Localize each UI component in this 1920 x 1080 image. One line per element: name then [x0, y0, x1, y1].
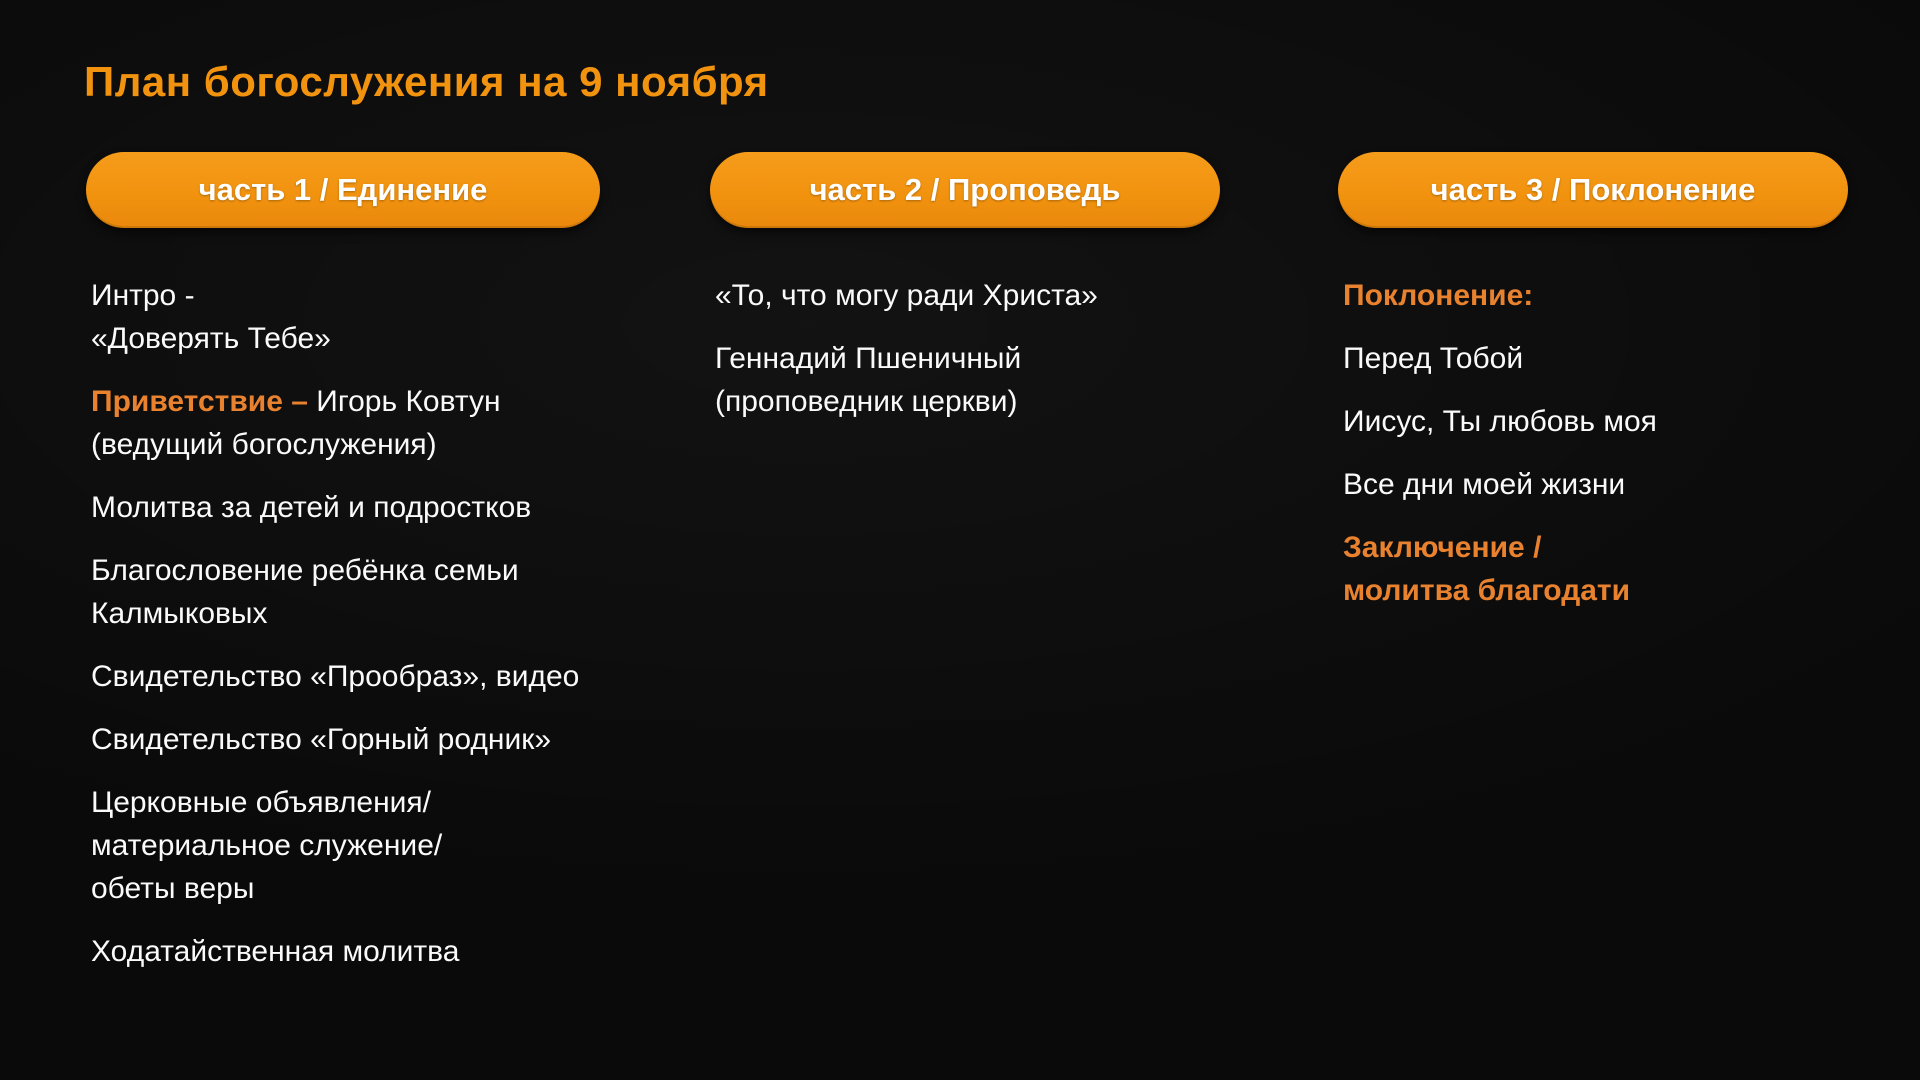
list-item — [91, 380, 600, 466]
list-item — [91, 655, 600, 698]
list-item — [1343, 463, 1848, 506]
list-item — [1343, 274, 1848, 317]
section-3-header-pill — [1338, 152, 1848, 228]
section-2-items — [710, 274, 1220, 423]
section-2-header-label: часть 2 / Проповедь — [809, 172, 1121, 207]
accent-text: Поклонение: — [1343, 279, 1534, 312]
list-item — [1343, 400, 1848, 443]
item-text: Иисус, Ты любовь моя — [1343, 405, 1657, 438]
item-text: Все дни моей жизни — [1343, 468, 1626, 501]
list-item — [1343, 337, 1848, 380]
item-text: Ходатайственная молитва — [91, 935, 460, 968]
list-item — [91, 781, 600, 910]
section-3-header-label: часть 3 / Поклонение — [1430, 172, 1756, 207]
page-title: План богослужения на 9 ноября — [84, 58, 769, 105]
list-item — [715, 337, 1220, 423]
section-1-header-label: часть 1 / Единение — [198, 172, 488, 207]
item-text: Благословение ребёнка семьи — [91, 554, 519, 587]
section-part-2 — [710, 152, 1220, 443]
section-3-items — [1338, 274, 1848, 612]
item-text: Церковные объявления/ — [91, 786, 432, 819]
item-text: «Доверять Тебе» — [91, 322, 331, 355]
item-text: Свидетельство «Горный родник» — [91, 723, 552, 756]
list-item — [91, 486, 600, 529]
section-1-header-pill — [86, 152, 600, 228]
item-text: Перед Тобой — [1343, 342, 1524, 375]
item-text: Молитва за детей и подростков — [91, 491, 532, 524]
accent-text: Приветствие – — [91, 385, 317, 418]
accent-text: Заключение / — [1343, 531, 1542, 564]
list-item — [91, 718, 600, 761]
section-1-items — [86, 274, 600, 973]
accent-text: молитва благодати — [1343, 574, 1631, 607]
item-text: Интро - — [91, 279, 195, 312]
item-text: материальное служение/ — [91, 829, 443, 862]
item-text: (ведущий богослужения) — [91, 428, 437, 461]
item-text: Игорь Ковтун — [316, 385, 501, 418]
list-item — [91, 549, 600, 635]
list-item — [91, 274, 600, 360]
item-text: Калмыковых — [91, 597, 268, 630]
list-item — [1343, 526, 1848, 612]
item-text: Свидетельство «Прообраз», видео — [91, 660, 580, 693]
item-text: Геннадий Пшеничный — [715, 342, 1022, 375]
section-part-3 — [1338, 152, 1848, 632]
list-item — [91, 930, 600, 973]
list-item — [715, 274, 1220, 317]
item-text: обеты веры — [91, 872, 255, 905]
section-2-header-pill — [710, 152, 1220, 228]
item-text: «То, что могу ради Христа» — [715, 279, 1098, 312]
item-text: (проповедник церкви) — [715, 385, 1018, 418]
section-part-1 — [86, 152, 600, 993]
